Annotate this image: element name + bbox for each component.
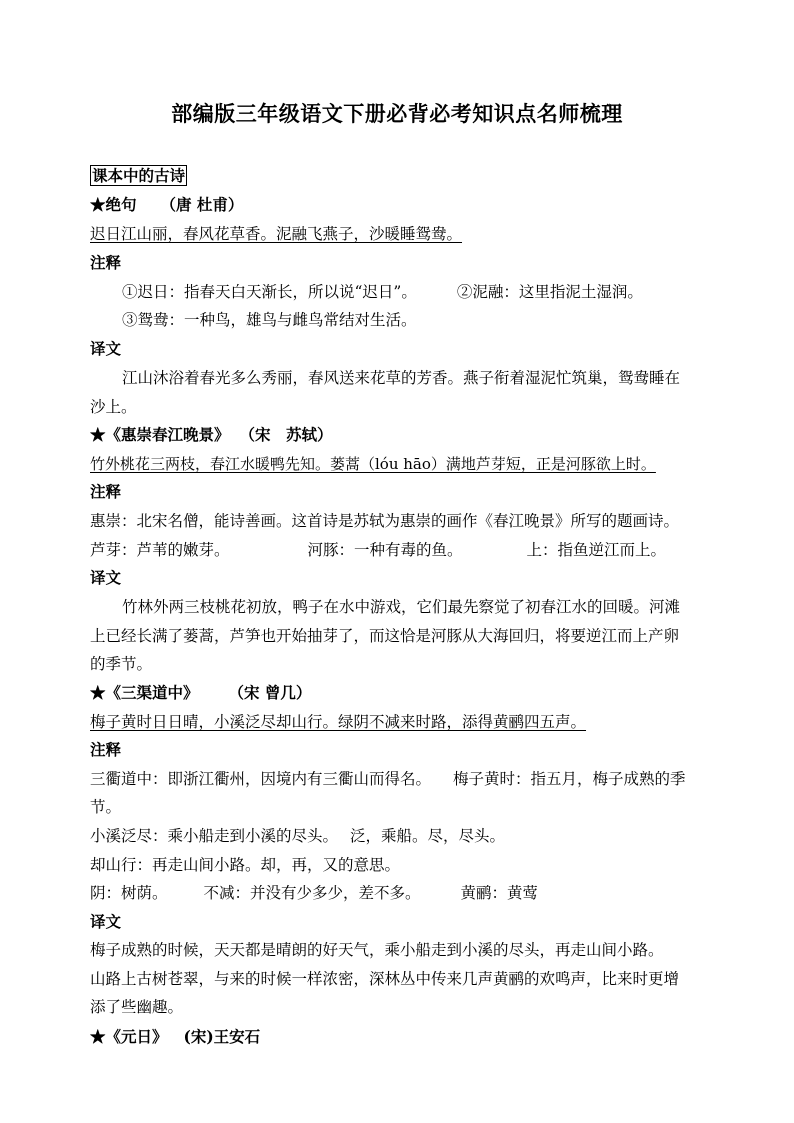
poem-2-note-1: 惠崇：北宋名僧，能诗善画。这首诗是苏轼为惠崇的画作《春江晚景》所写的题画诗。 — [90, 512, 680, 530]
poem-4-author: (宋)王安石 — [183, 1027, 261, 1046]
poem-4-heading: ★《元日》 — [90, 1027, 168, 1046]
poem-1-note-label: 注释 — [90, 253, 122, 272]
poem-2-translation-3: 的季节。 — [90, 655, 153, 673]
poem-3-note-3: 节。 — [90, 798, 122, 816]
poem-1-note-3: ③鸳鸯：一种鸟，雄鸟与雌鸟常结对生活。 — [122, 311, 417, 329]
poem-2-translation-label: 译文 — [90, 568, 122, 587]
poem-2-verse: 竹外桃花三两枝，春江水暖鸭先知。蒌蒿（lóu hāo）满地芦芽短，正是河豚欲上时。 — [90, 455, 656, 473]
poem-3-translation-label: 译文 — [90, 912, 122, 931]
poem-3-note-2: 梅子黄时：指五月，梅子成熟的季 — [453, 770, 686, 788]
poem-3-verse: 梅子黄时日日晴，小溪泛尽却山行。绿阴不减来时路，添得黄鹂四五声。 — [90, 713, 587, 731]
poem-3-translation-2: 山路上古树苍翠，与来的时候一样浓密，深林丛中传来几声黄鹂的欢鸣声，比来时更增 — [90, 970, 680, 988]
poem-3-note-row-5 — [90, 883, 538, 903]
poem-3-author: （宋 曾几） — [228, 683, 312, 702]
poem-2-note-3: 河豚：一种有毒的鱼。 — [307, 541, 463, 559]
poem-3-note-1: 三衢道中：即浙江衢州，因境内有三衢山而得名。 — [90, 770, 432, 788]
poem-3-note-row-3 — [90, 826, 505, 846]
poem-1-note-row-1 — [122, 282, 643, 302]
poem-2-heading: ★《惠崇春江晚景》 — [90, 425, 230, 444]
poem-2-note-4: 上：指鱼逆江而上。 — [526, 541, 667, 559]
poem-1-note-1: ①迟日：指春天白天渐长，所以说“迟日”。 — [122, 283, 417, 301]
poem-1-verse: 迟日江山丽，春风花草香。泥融飞燕子，沙暖睡鸳鸯。 — [90, 225, 463, 243]
poem-1-translation-1: 江山沐浴着春光多么秀丽，春风送来花草的芳香。燕子衔着湿泥忙筑巢，鸳鸯睡在 — [122, 369, 681, 387]
poem-3-note-8: 不减：并没有少多少，差不多。 — [203, 884, 421, 902]
poem-1-translation-label: 译文 — [90, 339, 122, 358]
poem-2-note-2: 芦芽：芦苇的嫩芽。 — [90, 541, 230, 559]
poem-3-translation-1: 梅子成熟的时候，天天都是晴朗的好天气，乘小船走到小溪的尽头，再走山间小路。 — [90, 941, 664, 959]
poem-3-heading: ★《三渠道中》 — [90, 683, 199, 702]
poem-2-heading-line — [90, 425, 333, 445]
poem-3-heading-line — [90, 683, 311, 703]
poem-3-note-5: 泛，乘船。尽，尽头。 — [350, 827, 506, 845]
poem-1-note-2: ②泥融：这里指泥土湿润。 — [456, 283, 643, 301]
poem-3-note-7: 阴：树荫。 — [90, 884, 168, 902]
poem-3-note-label: 注释 — [90, 740, 122, 759]
poem-1-translation-2: 沙上。 — [90, 398, 137, 416]
poem-1-heading-line — [90, 195, 243, 215]
poem-2-translation-2: 上已经长满了蒌蒿，芦笋也开始抽芽了，而这恰是河豚从大海回归，将要逆江而上产卵 — [90, 627, 680, 645]
poem-3-translation-3: 添了些幽趣。 — [90, 998, 184, 1016]
poem-4-heading-line — [90, 1027, 260, 1047]
section-label: 课本中的古诗 — [92, 166, 186, 185]
poem-3-note-row-1 — [90, 769, 686, 789]
poem-2-translation-1: 竹林外两三枝桃花初放，鸭子在水中游戏，它们最先察觉了初春江水的回暖。河滩 — [122, 598, 681, 616]
poem-3-note-9: 黄鹂：黄莺 — [460, 884, 539, 902]
poem-1-heading: ★绝句 — [90, 195, 137, 214]
poem-3-note-4: 小溪泛尽：乘小船走到小溪的尽头。 — [90, 827, 339, 845]
poem-2-note-row-2 — [90, 540, 666, 560]
section-label-wrap — [90, 166, 187, 186]
poem-2-note-label: 注释 — [90, 482, 122, 501]
poem-3-note-6: 却山行：再走山间小路。却，再，又的意思。 — [90, 856, 401, 874]
page-title: 部编版三年级语文下册必背必考知识点名师梳理 — [171, 101, 623, 126]
poem-1-author: （唐 杜甫） — [160, 195, 244, 214]
poem-2-author: （宋 苏轼） — [239, 425, 333, 444]
